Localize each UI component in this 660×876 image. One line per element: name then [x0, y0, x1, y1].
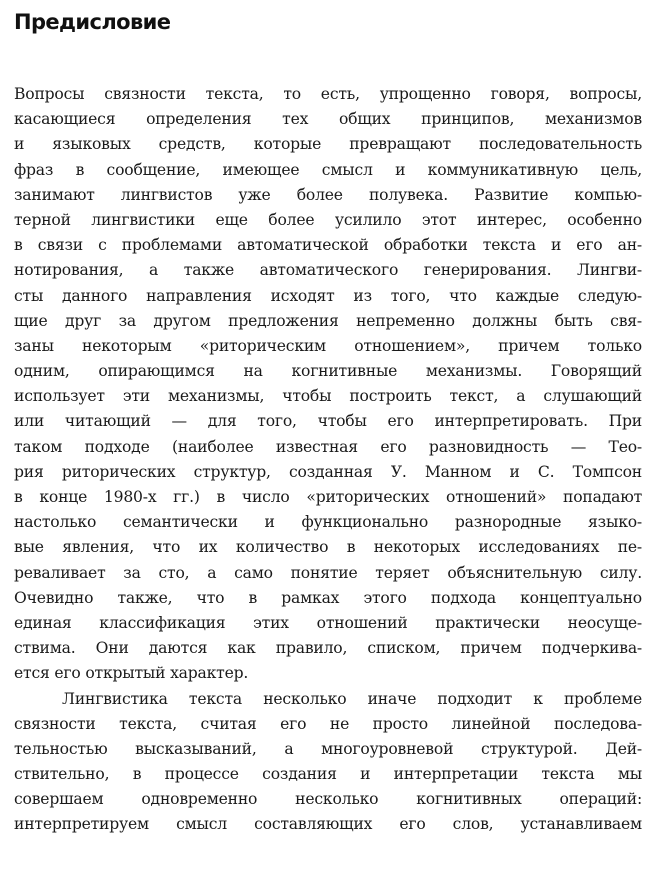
body-text [14, 82, 642, 838]
text-line: связности текста, считая его не просто линейной последова- [14, 714, 642, 733]
text-line: терной лингвистики еще более усилило этот интерес, особенно [14, 210, 642, 229]
text-line: вые явления, что их количество в некоторых исследованиях пе- [14, 538, 642, 557]
text-line: реваливает за сто, а само понятие теряет объяснительную силу. [14, 563, 642, 582]
text-line: Лингвистика текста несколько иначе подходит к проблеме [62, 689, 642, 708]
text-line: рия риторических структур, созданная У. Манном и С. Томпсон [14, 462, 642, 481]
text-line: ствительно, в процессе создания и интерпретации текста мы [14, 765, 642, 784]
page-title: Предисловие [14, 10, 171, 34]
text-line: использует эти механизмы, чтобы построить текст, а слушающий [14, 387, 642, 406]
text-line: интерпретируем смысл составляющих его слов, устанавливаем [14, 815, 642, 834]
text-line: ствима. Они даются как правило, списком, причем подчеркива- [14, 639, 642, 658]
text-line: или читающий — для того, чтобы его интерпретировать. При [14, 412, 642, 431]
text-line: тельностью высказываний, а многоуровневой структурой. Дей- [14, 739, 642, 758]
text-line: единая классификация этих отношений практически неосуще- [14, 613, 642, 632]
text-line: в связи с проблемами автоматической обработки текста и его ан- [14, 236, 642, 255]
text-line: таком подходе (наиболее известная его разновидность — Тео- [14, 437, 642, 456]
text-line: сты данного направления исходят из того, что каждые следую- [14, 286, 642, 305]
text-line: нотирования, а также автоматического генерирования. Лингви- [14, 261, 642, 280]
text-line: одним, опирающимся на когнитивные механизмы. Говорящий [14, 362, 642, 381]
text-line: заны некоторым «риторическим отношением», причем только [14, 336, 642, 355]
text-line: Очевидно также, что в рамках этого подхода концептуально [14, 588, 642, 607]
text-line: настолько семантически и функционально разнородные языко- [14, 513, 642, 532]
text-line: ется его открытый характер. [14, 664, 249, 683]
text-line: совершаем одновременно несколько когнитивных операций: [14, 790, 642, 809]
text-line: касающиеся определения тех общих принципов, механизмов [14, 110, 642, 129]
text-line: Вопросы связности текста, то есть, упрощенно говоря, вопросы, [14, 85, 642, 103]
text-line: щие друг за другом предложения непременно должны быть свя- [14, 311, 642, 330]
text-line: и языковых средств, которые превращают последовательность [14, 135, 642, 154]
text-line: занимают лингвистов уже более полувека. Развитие компью- [14, 185, 642, 204]
text-line: фраз в сообщение, имеющее смысл и коммуникативную цель, [14, 160, 642, 179]
text-line: в конце 1980-х гг.) в число «риторических отношений» попадают [14, 488, 642, 506]
